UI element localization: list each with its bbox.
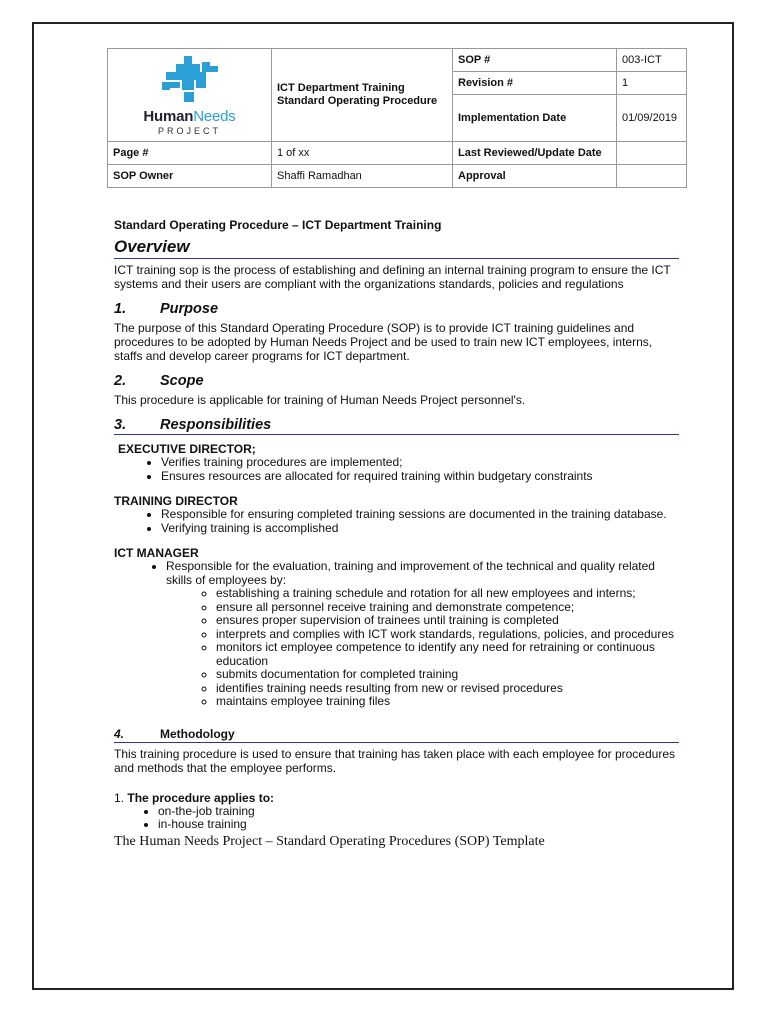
implementation-date-label: Implementation Date [453, 95, 617, 142]
procedure-applies-list [114, 805, 679, 832]
executive-director-title: EXECUTIVE DIRECTOR; [118, 442, 256, 456]
list-item: • Verifying training is accomplished [161, 522, 679, 536]
ict-manager-title: ICT MANAGER [114, 546, 199, 560]
page-footer: The Human Needs Project – Standard Operating Procedures (SOP) Template [114, 833, 545, 849]
list-item: ◦ maintains employee training files [216, 695, 679, 709]
list-item: ◦ identifies training needs resulting from new or revised procedures [216, 682, 679, 696]
ict-manager-sub-list [166, 587, 679, 709]
ict-manager-list [114, 560, 679, 709]
list-item: • Responsible for the evaluation, training and improvement of the technical and quality related skills of employees by: ◦ establishing a training schedule and rotation for all new employees and interns; ◦ ensure all personnel receive training and demonstrate competence; ◦ ensures proper supervision of trainees until training is completed ◦ interprets and complies with ICT work standards, regulations, policies, and procedures ◦ monitors ict employee competence to identify any need for retraining or continuous education ◦ submits documentation for completed training ◦ identifies training needs resulting from new or revised procedures ◦ maintains employee training files [166, 560, 679, 709]
document-body [114, 218, 679, 850]
approval-label: Approval [453, 165, 617, 188]
logo-cell [108, 49, 272, 142]
overview-heading: Overview [114, 237, 679, 259]
list-item: ◦ ensures proper supervision of trainees until training is completed [216, 614, 679, 628]
list-item: • Verifies training procedures are implemented; [161, 456, 679, 470]
scope-text: This procedure is applicable for training of Human Needs Project personnel's. [114, 393, 526, 407]
list-item: • in-house training [158, 818, 679, 832]
list-item: • on-the-job training [158, 805, 679, 819]
list-item: ◦ establishing a training schedule and rotation for all new employees and interns; [216, 587, 679, 601]
page-label: Page # [108, 142, 272, 165]
human-needs-logo-icon [156, 54, 224, 106]
sop-owner-label: SOP Owner [108, 165, 272, 188]
overview-text: ICT training sop is the process of establishing and defining an internal training program to ensure the ICT systems and their users are compliant with the organizations standards, policies and regulations [114, 263, 671, 291]
document-page [32, 22, 734, 990]
responsibilities-heading: 3. Responsibilities [114, 417, 679, 435]
list-item: ◦ submits documentation for completed training [216, 668, 679, 682]
scope-heading: 2. Scope [114, 373, 204, 389]
last-reviewed-value [617, 142, 687, 165]
revision-value: 1 [617, 72, 687, 95]
list-item: ◦ interprets and complies with ICT work standards, regulations, policies, and procedures [216, 628, 679, 642]
approval-value [617, 165, 687, 188]
last-reviewed-label: Last Reviewed/Update Date [453, 142, 617, 165]
page-value: 1 of xx [272, 142, 453, 165]
logo-subtitle: PROJECT [157, 126, 221, 136]
list-item: • Ensures resources are allocated for required training within budgetary constraints [161, 470, 679, 484]
sop-header-table [107, 48, 687, 188]
purpose-heading: 1. Purpose [114, 301, 219, 317]
document-title: Standard Operating Procedure – ICT Department Training [114, 218, 442, 232]
executive-director-list [114, 456, 679, 483]
procedure-applies-label: 1. The procedure applies to: [114, 790, 275, 805]
training-director-list [114, 508, 679, 535]
logo-wordmark: HumanNeeds [143, 108, 236, 125]
list-item: ◦ ensure all personnel receive training and demonstrate competence; [216, 601, 679, 615]
sop-number-label: SOP # [453, 49, 617, 72]
revision-label: Revision # [453, 72, 617, 95]
methodology-text: This training procedure is used to ensure that training has taken place with each employee for procedures and methods that the employee performs. [114, 746, 675, 775]
sop-number-value: 003-ICT [617, 49, 687, 72]
list-item: ◦ monitors ict employee competence to identify any need for retraining or continuous education [216, 641, 679, 668]
training-director-title: TRAINING DIRECTOR [114, 494, 238, 508]
sop-title-cell: ICT Department Training Standard Operating Procedure [272, 49, 453, 142]
list-item: • Responsible for ensuring completed training sessions are documented in the training database. [161, 508, 679, 522]
implementation-date-value: 01/09/2019 [617, 95, 687, 142]
purpose-text: The purpose of this Standard Operating Procedure (SOP) is to provide ICT training guidelines and procedures to be adopted by Human Needs Project and be used to train new ICT employees, interns, staffs and develop career programs for ICT department. [114, 321, 653, 363]
sop-owner-value: Shaffi Ramadhan [272, 165, 453, 188]
methodology-heading: 4. Methodology [114, 727, 679, 743]
